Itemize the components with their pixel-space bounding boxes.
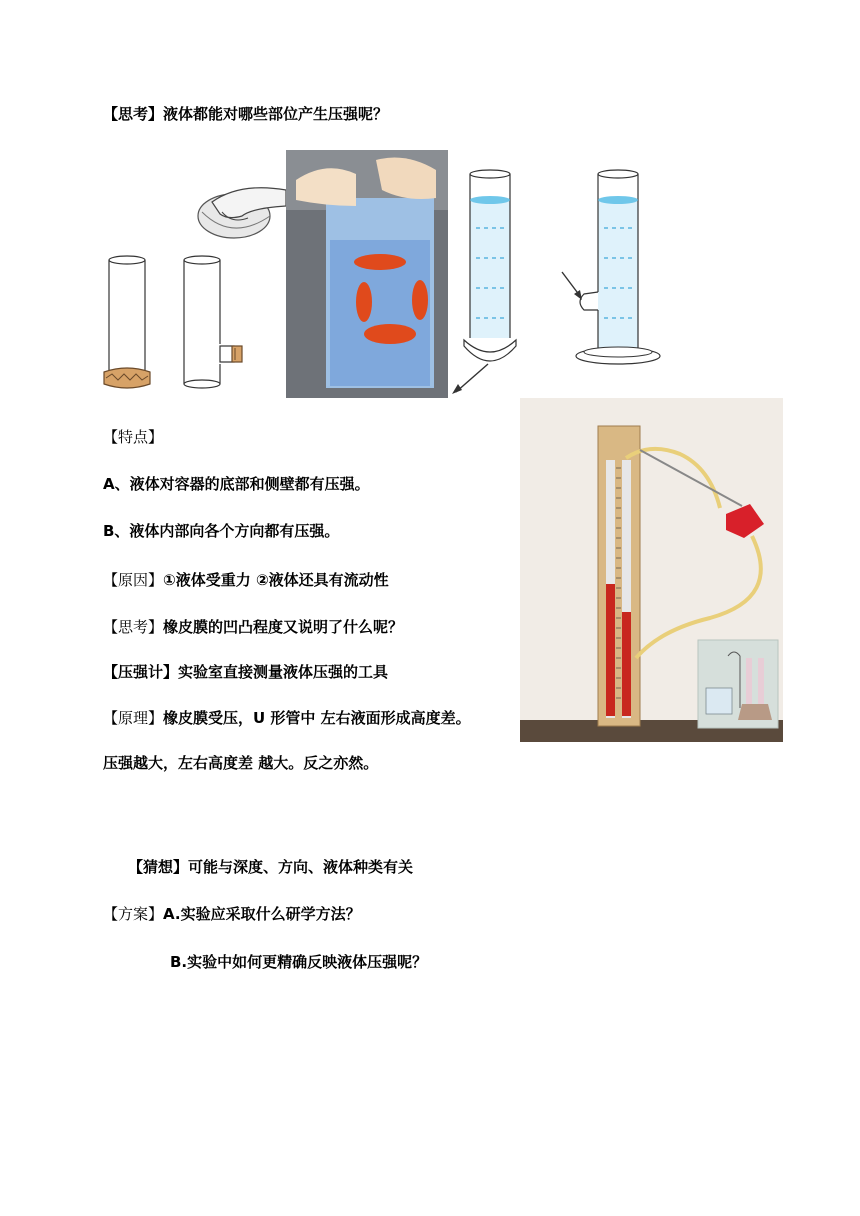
principle-line-2: 压强越大，左右高度差 越大。反之亦然。	[103, 754, 379, 772]
guess-line	[128, 857, 413, 877]
principle-text: 橡皮膜受压，U 形管中 左右液面形成高度差。	[163, 709, 471, 727]
gauge-line	[103, 662, 388, 682]
plan-line	[103, 904, 361, 924]
tag-guess: 【猜想】	[128, 858, 189, 876]
guess-text: 可能与深度、方向、液体种类有关	[188, 858, 414, 876]
water-tube-side-figure	[560, 168, 666, 374]
tag-features: 【特点】	[103, 428, 164, 446]
gauge-text: 实验室直接测量液体压强的工具	[178, 663, 389, 681]
tag-think-2: 【思考】	[103, 618, 164, 636]
plan-b-line: B.实验中如何更精确反映液体压强呢？	[170, 953, 428, 971]
think-text: 液体都能对哪些部位产生压强呢？	[163, 105, 389, 123]
tag-think: 【思考】	[103, 105, 164, 123]
think-question-2	[103, 617, 403, 637]
tube-bottom-membrane-figure	[100, 252, 156, 392]
reason-line	[103, 570, 389, 590]
reason-text: ①液体受重力 ②液体还具有流动性	[163, 571, 389, 589]
features-heading	[103, 427, 163, 447]
water-bag-photo	[286, 150, 448, 398]
think2-text: 橡皮膜的凹凸程度又说明了什么呢？	[163, 618, 404, 636]
tube-side-membrane-figure	[180, 252, 252, 392]
tag-gauge: 【压强计】	[103, 663, 179, 681]
pressure-gauge-photo	[520, 398, 783, 742]
plan-text: A.实验应采取什么研学方法？	[163, 905, 361, 923]
hand-membrane-figure	[192, 172, 288, 250]
feature-a: A、液体对容器的底部和侧壁都有压强。	[103, 475, 370, 493]
tag-plan: 【方案】	[103, 905, 164, 923]
principle-line	[103, 708, 471, 728]
water-tube-bottom-figure	[448, 168, 528, 394]
think-question-1	[103, 104, 388, 124]
tag-principle: 【原理】	[103, 709, 164, 727]
tag-reason: 【原因】	[103, 571, 164, 589]
feature-b: B、液体内部向各个方向都有压强。	[103, 522, 340, 540]
